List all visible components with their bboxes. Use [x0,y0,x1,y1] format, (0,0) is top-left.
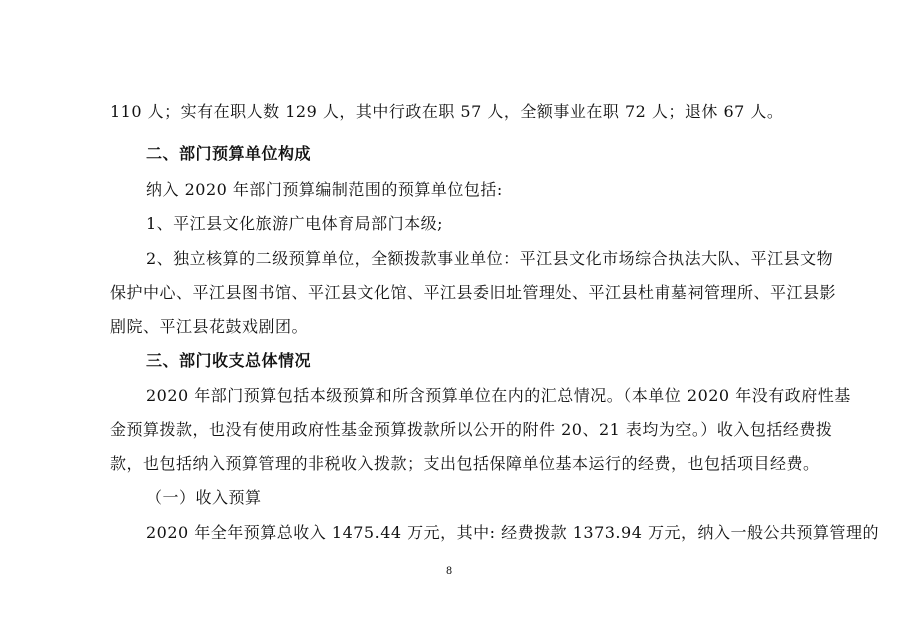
page-number: 8 [445,566,453,577]
section-heading-budget-units: 二、部门预算单位构成 [146,144,312,163]
paragraph-continuation: 金预算拨款，也没有使用政府性基金预算拨款所以公开的附件 20、21 表均为空。）收入包括经费拨 [110,420,833,439]
section-heading-revenue-expenditure: 三、部门收支总体情况 [146,351,312,370]
paragraph-continuation: 剧院、平江县花鼓戏剧团。 [110,317,309,336]
paragraph-continuation: 保护中心、平江县图书馆、平江县文化馆、平江县委旧址管理处、平江县杜甫墓祠管理所、平江县影 [110,283,837,302]
list-item-department-level: 1、平江县文化旅游广电体育局部门本级; [146,214,444,233]
list-item-secondary-units: 2、独立核算的二级预算单位，全额拨款事业单位：平江县文化市场综合执法大队、平江县文物 [146,249,834,268]
paragraph-budget-summary: 2020 年部门预算包括本级预算和所含预算单位在内的汇总情况。（本单位 2020 年没有政府性基 [146,386,851,405]
paragraph-total-revenue: 2020 年全年预算总收入 1475.44 万元，其中: 经费拨款 1373.94 万元，纳入一般公共预算管理的 [146,523,879,542]
paragraph-continuation: 款，也包括纳入预算管理的非税收入拨款；支出包括保障单位基本运行的经费，也包括项目经费。 [110,454,820,473]
subsection-heading-revenue-budget: （一）收入预算 [146,488,262,507]
paragraph-staff-count: 110 人；实有在职人数 129 人，其中行政在职 57 人，全额事业在职 72 人；退休 67 人。 [110,102,784,121]
paragraph-budget-scope: 纳入 2020 年部门预算编制范围的预算单位包括: [146,180,503,199]
